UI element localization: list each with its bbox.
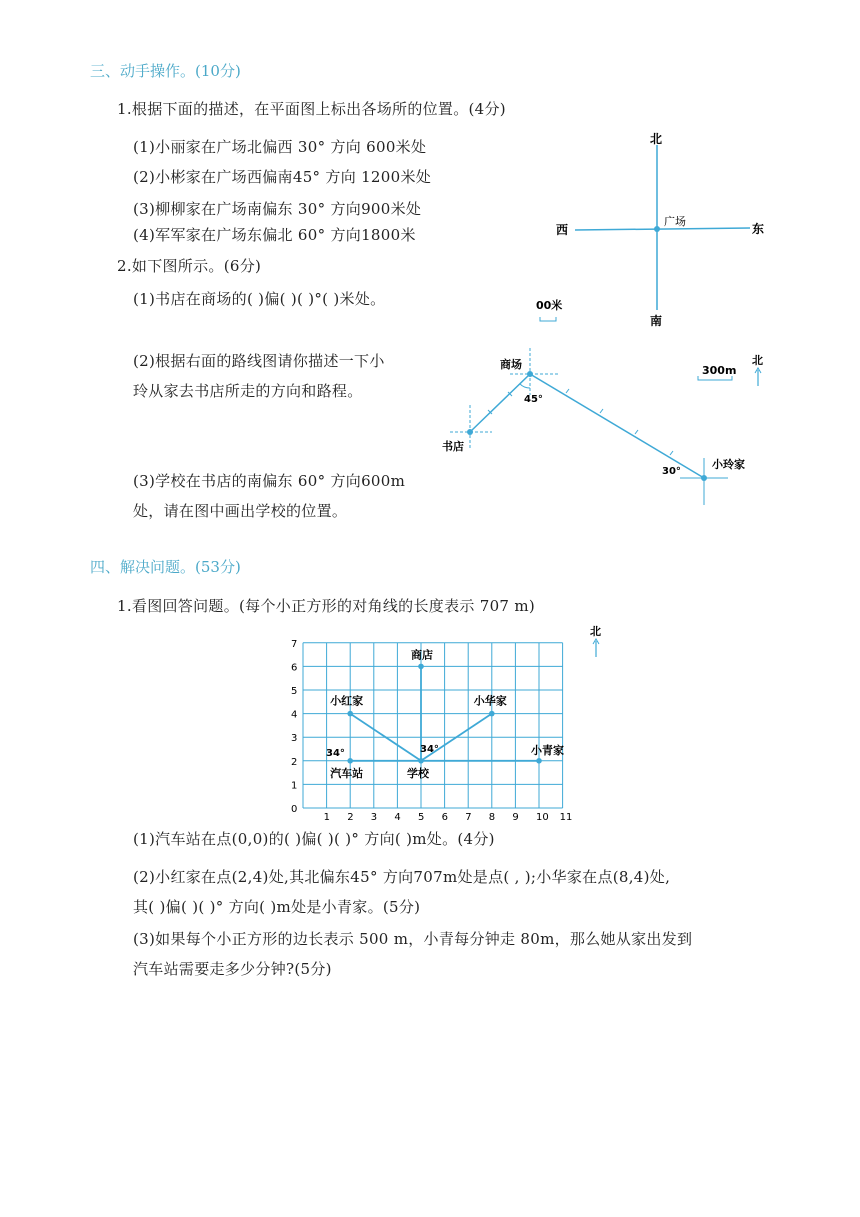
grid-point — [418, 664, 424, 670]
grid-point — [347, 711, 353, 717]
bookstore-label: 书店 — [442, 440, 464, 453]
grid-north-label: 北 — [590, 625, 601, 638]
we-axis — [575, 228, 750, 230]
s4-q1-stem: 1.看图回答问题。(每个小正方形的对角线的长度表示 707 m) — [117, 597, 536, 615]
y-tick-label: 5 — [291, 686, 298, 697]
q1-item-4: (4)军军家在广场东偏北 60° 方向1800米 — [133, 226, 416, 244]
grid-point-label: 小青家 — [531, 743, 564, 757]
route-north-label: 北 — [752, 354, 763, 367]
route-scale-label: 300m — [702, 364, 737, 377]
y-tick-label: 1 — [291, 780, 298, 792]
plaza-label: 广场 — [664, 215, 686, 228]
grid-point-label: 商店 — [411, 648, 433, 662]
route-segment-2 — [530, 374, 704, 478]
grid-point-label: 小华家 — [473, 694, 507, 708]
plaza-map — [536, 125, 780, 335]
x-tick-label: 2 — [347, 812, 354, 823]
x-tick-label: 10 — [536, 812, 549, 823]
x-tick-label: 1 — [323, 812, 330, 823]
mall-label: 商场 — [500, 358, 522, 371]
x-tick-label: 3 — [370, 812, 378, 823]
y-tick-label: 4 — [291, 709, 298, 721]
y-tick-label: 6 — [291, 662, 298, 674]
s4-sub2-line1: (2)小红家在点(2,4)处,其北偏东45° 方向707m处是点( , );小华家在点(8,4)处, — [133, 868, 671, 886]
north-label: 北 — [650, 132, 663, 146]
grid-point — [489, 711, 495, 717]
grid-point-label: 汽车站 — [330, 766, 364, 780]
q2-sub3-line2: 处，请在图中画出学校的位置。 — [133, 502, 348, 520]
grid-point — [536, 758, 542, 764]
angle-45-label: 45° — [524, 394, 543, 405]
coordinate-grid — [290, 625, 630, 825]
q1-item-1: (1)小丽家在广场北偏西 30° 方向 600米处 — [133, 138, 427, 156]
s4-sub3-line1: (3)如果每个小正方形的边长表示 500 m，小青每分钟走 80m，那么她从家出发到 — [133, 930, 693, 948]
x-tick-label: 8 — [488, 812, 496, 823]
south-label: 南 — [650, 314, 663, 328]
home-point — [701, 475, 707, 481]
section3-title: 三、动手操作。(10分) — [90, 62, 241, 80]
route-segment-1 — [470, 374, 530, 432]
q2-sub3-line1: (3)学校在书店的南偏东 60° 方向600m — [133, 472, 406, 490]
y-tick-label: 7 — [291, 638, 298, 650]
x-tick-label: 6 — [441, 812, 448, 823]
s4-sub3-line2: 汽车站需要走多少分钟?(5分) — [133, 960, 332, 978]
y-tick-label: 3 — [291, 733, 298, 745]
x-tick-label: 7 — [465, 812, 472, 823]
q1-stem: 1.根据下面的描述，在平面图上标出各场所的位置。(4分) — [117, 100, 506, 118]
angle-30-label: 30° — [662, 466, 681, 477]
x-tick-label: 4 — [394, 812, 401, 823]
map-scale-label: 00米 — [536, 299, 563, 312]
y-tick-label: 0 — [291, 804, 298, 815]
grid-point — [347, 758, 353, 764]
q2-sub2-line2: 玲从家去书店所走的方向和路程。 — [133, 382, 363, 400]
s4-sub1: (1)汽车站在点(0,0)的( )偏( )( )° 方向( )m处。(4分) — [133, 830, 495, 848]
x-tick-label: 9 — [512, 812, 519, 823]
angle-right-label: 34° — [420, 744, 439, 755]
map-scale-bar — [540, 317, 556, 321]
route-map — [430, 340, 790, 515]
q2-sub2-line1: (2)根据右面的路线图请你描述一下小 — [133, 352, 385, 370]
x-tick-label: 5 — [418, 812, 425, 823]
home-label: 小玲家 — [712, 458, 745, 471]
plaza-point — [654, 226, 660, 232]
y-tick-label: 2 — [291, 756, 298, 768]
q2-sub1: (1)书店在商场的( )偏( )( )°( )米处。 — [133, 290, 386, 308]
grid-point — [418, 758, 424, 764]
angle-left-label: 34° — [326, 748, 345, 759]
q1-item-2: (2)小彬家在广场西偏南45° 方向 1200米处 — [133, 168, 432, 186]
grid-point-label: 学校 — [407, 766, 429, 780]
x-tick-label: 11 — [559, 812, 573, 823]
grid-point-label: 小红家 — [330, 694, 364, 708]
q1-item-3: (3)柳柳家在广场南偏东 30° 方向900米处 — [133, 200, 422, 218]
s4-sub2-line2: 其( )偏( )( )° 方向( )m处是小青家。(5分) — [133, 898, 421, 916]
section4-title: 四、解决问题。(53分) — [90, 558, 241, 576]
east-label: 东 — [752, 222, 765, 236]
q2-stem: 2.如下图所示。(6分) — [117, 257, 262, 275]
west-label: 西 — [556, 223, 569, 237]
